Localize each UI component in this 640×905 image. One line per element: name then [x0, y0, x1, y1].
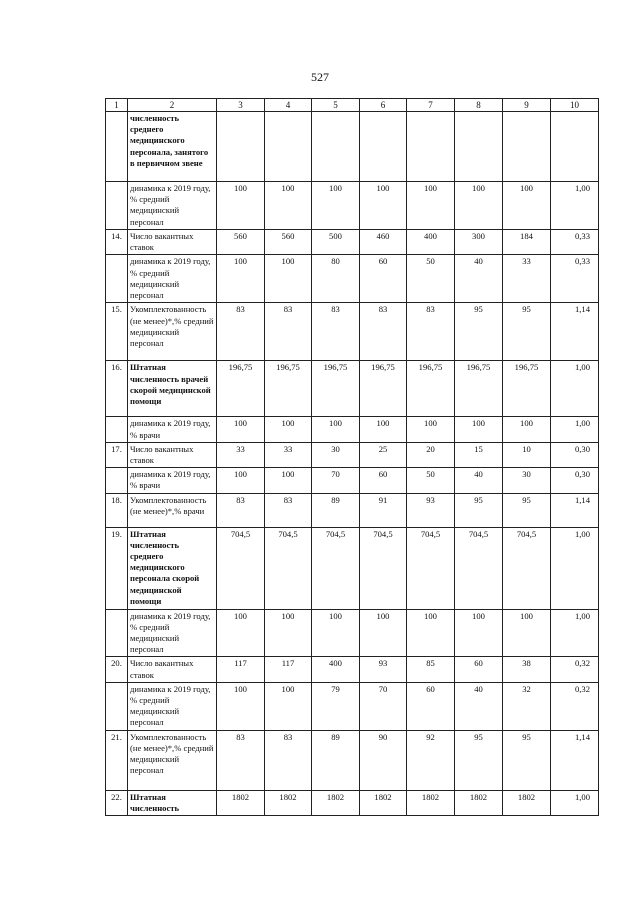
table-row: [106, 682, 599, 730]
value-cell: 40: [455, 682, 503, 730]
value-cell: [407, 112, 455, 182]
value-cell: 60: [455, 657, 503, 682]
value-cell: 100: [407, 609, 455, 657]
table-row: [106, 790, 599, 815]
value-cell: 100: [455, 609, 503, 657]
value-cell: 70: [360, 682, 407, 730]
value-cell: 0,32: [551, 657, 599, 682]
value-cell: 92: [407, 730, 455, 790]
page-number: 527: [311, 70, 329, 84]
value-cell: 89: [312, 730, 360, 790]
value-cell: 460: [360, 230, 407, 255]
value-cell: 100: [265, 255, 312, 303]
value-cell: 0,30: [551, 442, 599, 467]
value-cell: 100: [407, 417, 455, 442]
value-cell: 1802: [503, 790, 551, 815]
value-cell: [360, 112, 407, 182]
value-cell: 1,00: [551, 790, 599, 815]
value-cell: 100: [217, 255, 265, 303]
indicator-name: динамика к 2019 году, % врачи: [128, 417, 217, 442]
value-cell: 83: [217, 730, 265, 790]
value-cell: 100: [265, 468, 312, 493]
indicator-name: динамика к 2019 году, % средний медицинский персонал: [128, 182, 217, 230]
value-cell: 100: [217, 682, 265, 730]
value-cell: 100: [455, 417, 503, 442]
value-cell: 196,75: [265, 361, 312, 417]
table-row: [106, 442, 599, 467]
table-row: [106, 182, 599, 230]
value-cell: 50: [407, 255, 455, 303]
value-cell: 196,75: [407, 361, 455, 417]
header-cell: 6: [360, 99, 407, 112]
value-cell: 79: [312, 682, 360, 730]
value-cell: 100: [312, 417, 360, 442]
value-cell: 704,5: [265, 527, 312, 609]
value-cell: 50: [407, 468, 455, 493]
indicator-name: динамика к 2019 году, % средний медицинский персонал: [128, 609, 217, 657]
row-number: 22.: [106, 790, 128, 815]
table-row: [106, 493, 599, 527]
value-cell: 100: [217, 468, 265, 493]
value-cell: 704,5: [455, 527, 503, 609]
value-cell: 560: [217, 230, 265, 255]
value-cell: 32: [503, 682, 551, 730]
row-number: [106, 112, 128, 182]
row-number: 14.: [106, 230, 128, 255]
row-number: 15.: [106, 303, 128, 361]
value-cell: [265, 112, 312, 182]
value-cell: 1,14: [551, 303, 599, 361]
row-number: [106, 609, 128, 657]
value-cell: 10: [503, 442, 551, 467]
value-cell: 38: [503, 657, 551, 682]
value-cell: 1802: [217, 790, 265, 815]
value-cell: 60: [360, 468, 407, 493]
value-cell: 1802: [265, 790, 312, 815]
indicator-name: Число вакантных ставок: [128, 657, 217, 682]
value-cell: 100: [217, 609, 265, 657]
value-cell: 60: [360, 255, 407, 303]
value-cell: 196,75: [455, 361, 503, 417]
header-cell: 8: [455, 99, 503, 112]
value-cell: 40: [455, 468, 503, 493]
value-cell: 1,00: [551, 361, 599, 417]
value-cell: 1,00: [551, 527, 599, 609]
header-cell: 5: [312, 99, 360, 112]
value-cell: 95: [503, 303, 551, 361]
value-cell: [455, 112, 503, 182]
row-number: [106, 417, 128, 442]
value-cell: 100: [360, 182, 407, 230]
table-row: [106, 468, 599, 493]
value-cell: 30: [503, 468, 551, 493]
value-cell: 0,33: [551, 230, 599, 255]
row-number: 18.: [106, 493, 128, 527]
value-cell: 95: [503, 730, 551, 790]
value-cell: 0,30: [551, 468, 599, 493]
row-number: [106, 468, 128, 493]
value-cell: 704,5: [503, 527, 551, 609]
value-cell: 40: [455, 255, 503, 303]
value-cell: 83: [265, 493, 312, 527]
table-row: [106, 303, 599, 361]
value-cell: 83: [217, 303, 265, 361]
value-cell: 30: [312, 442, 360, 467]
value-cell: 1,14: [551, 730, 599, 790]
value-cell: 100: [503, 609, 551, 657]
value-cell: 90: [360, 730, 407, 790]
header-cell: 7: [407, 99, 455, 112]
header-cell: 3: [217, 99, 265, 112]
value-cell: 95: [455, 303, 503, 361]
value-cell: 704,5: [217, 527, 265, 609]
value-cell: 33: [503, 255, 551, 303]
value-cell: 25: [360, 442, 407, 467]
value-cell: 83: [265, 730, 312, 790]
value-cell: 33: [217, 442, 265, 467]
table-row: [106, 609, 599, 657]
value-cell: 704,5: [312, 527, 360, 609]
value-cell: 33: [265, 442, 312, 467]
value-cell: 117: [217, 657, 265, 682]
row-number: [106, 182, 128, 230]
header-cell: 9: [503, 99, 551, 112]
value-cell: 500: [312, 230, 360, 255]
value-cell: 83: [265, 303, 312, 361]
table-row: [106, 361, 599, 417]
value-cell: 560: [265, 230, 312, 255]
value-cell: 1802: [312, 790, 360, 815]
value-cell: [551, 112, 599, 182]
value-cell: 60: [407, 682, 455, 730]
value-cell: 1802: [360, 790, 407, 815]
value-cell: 100: [312, 609, 360, 657]
value-cell: 704,5: [407, 527, 455, 609]
header-cell: 10: [551, 99, 599, 112]
value-cell: 184: [503, 230, 551, 255]
value-cell: 100: [360, 417, 407, 442]
value-cell: 100: [217, 417, 265, 442]
staffing-table: [105, 98, 599, 816]
value-cell: 400: [407, 230, 455, 255]
value-cell: 1802: [407, 790, 455, 815]
value-cell: 100: [312, 182, 360, 230]
value-cell: 20: [407, 442, 455, 467]
value-cell: 117: [265, 657, 312, 682]
value-cell: 83: [217, 493, 265, 527]
indicator-name: динамика к 2019 году, % средний медицинский персонал: [128, 682, 217, 730]
indicator-name: численность среднего медицинского персонала, занятого в первичном звене: [128, 112, 217, 182]
value-cell: 100: [360, 609, 407, 657]
value-cell: 100: [217, 182, 265, 230]
value-cell: 0,32: [551, 682, 599, 730]
value-cell: [312, 112, 360, 182]
row-number: 21.: [106, 730, 128, 790]
value-cell: 91: [360, 493, 407, 527]
table-row: [106, 255, 599, 303]
value-cell: 0,33: [551, 255, 599, 303]
table-row: [106, 527, 599, 609]
value-cell: 95: [503, 493, 551, 527]
value-cell: 95: [455, 730, 503, 790]
value-cell: 80: [312, 255, 360, 303]
value-cell: 100: [265, 182, 312, 230]
value-cell: 1,00: [551, 417, 599, 442]
value-cell: 1,00: [551, 609, 599, 657]
row-number: [106, 255, 128, 303]
value-cell: 83: [312, 303, 360, 361]
header-cell: 1: [106, 99, 128, 112]
table-row: [106, 730, 599, 790]
indicator-name: Штатная численность: [128, 790, 217, 815]
value-cell: [217, 112, 265, 182]
value-cell: 100: [455, 182, 503, 230]
table-row: [106, 112, 599, 182]
indicator-name: Укомплектованность (не менее)*,% средний медицинский персонал: [128, 730, 217, 790]
row-number: 19.: [106, 527, 128, 609]
header-row: [106, 99, 599, 112]
indicator-name: Укомплектованность (не менее)*,% средний медицинский персонал: [128, 303, 217, 361]
indicator-name: динамика к 2019 году, % средний медицинский персонал: [128, 255, 217, 303]
indicator-name: Штатная численность среднего медицинского персонала скорой медицинской помощи: [128, 527, 217, 609]
value-cell: 95: [455, 493, 503, 527]
value-cell: 85: [407, 657, 455, 682]
value-cell: 83: [360, 303, 407, 361]
value-cell: 704,5: [360, 527, 407, 609]
row-number: 20.: [106, 657, 128, 682]
value-cell: 100: [265, 609, 312, 657]
value-cell: 300: [455, 230, 503, 255]
value-cell: 400: [312, 657, 360, 682]
value-cell: 196,75: [217, 361, 265, 417]
row-number: [106, 682, 128, 730]
value-cell: 196,75: [503, 361, 551, 417]
table-row: [106, 230, 599, 255]
value-cell: 89: [312, 493, 360, 527]
value-cell: 93: [407, 493, 455, 527]
value-cell: 70: [312, 468, 360, 493]
indicator-name: Число вакантных ставок: [128, 442, 217, 467]
header-cell: 2: [128, 99, 217, 112]
value-cell: 100: [407, 182, 455, 230]
header-cell: 4: [265, 99, 312, 112]
value-cell: 1,14: [551, 493, 599, 527]
table-row: [106, 657, 599, 682]
value-cell: 100: [265, 682, 312, 730]
value-cell: 93: [360, 657, 407, 682]
value-cell: 1802: [455, 790, 503, 815]
indicator-name: Число вакантных ставок: [128, 230, 217, 255]
value-cell: 1,00: [551, 182, 599, 230]
value-cell: 83: [407, 303, 455, 361]
row-number: 17.: [106, 442, 128, 467]
indicator-name: динамика к 2019 году, % врачи: [128, 468, 217, 493]
value-cell: [503, 112, 551, 182]
value-cell: 196,75: [360, 361, 407, 417]
table-row: [106, 417, 599, 442]
indicator-name: Укомплектованность (не менее)*,% врачи: [128, 493, 217, 527]
indicator-name: Штатная численность врачей скорой медицинской помощи: [128, 361, 217, 417]
value-cell: 15: [455, 442, 503, 467]
value-cell: 100: [503, 182, 551, 230]
row-number: 16.: [106, 361, 128, 417]
value-cell: 196,75: [312, 361, 360, 417]
value-cell: 100: [265, 417, 312, 442]
value-cell: 100: [503, 417, 551, 442]
